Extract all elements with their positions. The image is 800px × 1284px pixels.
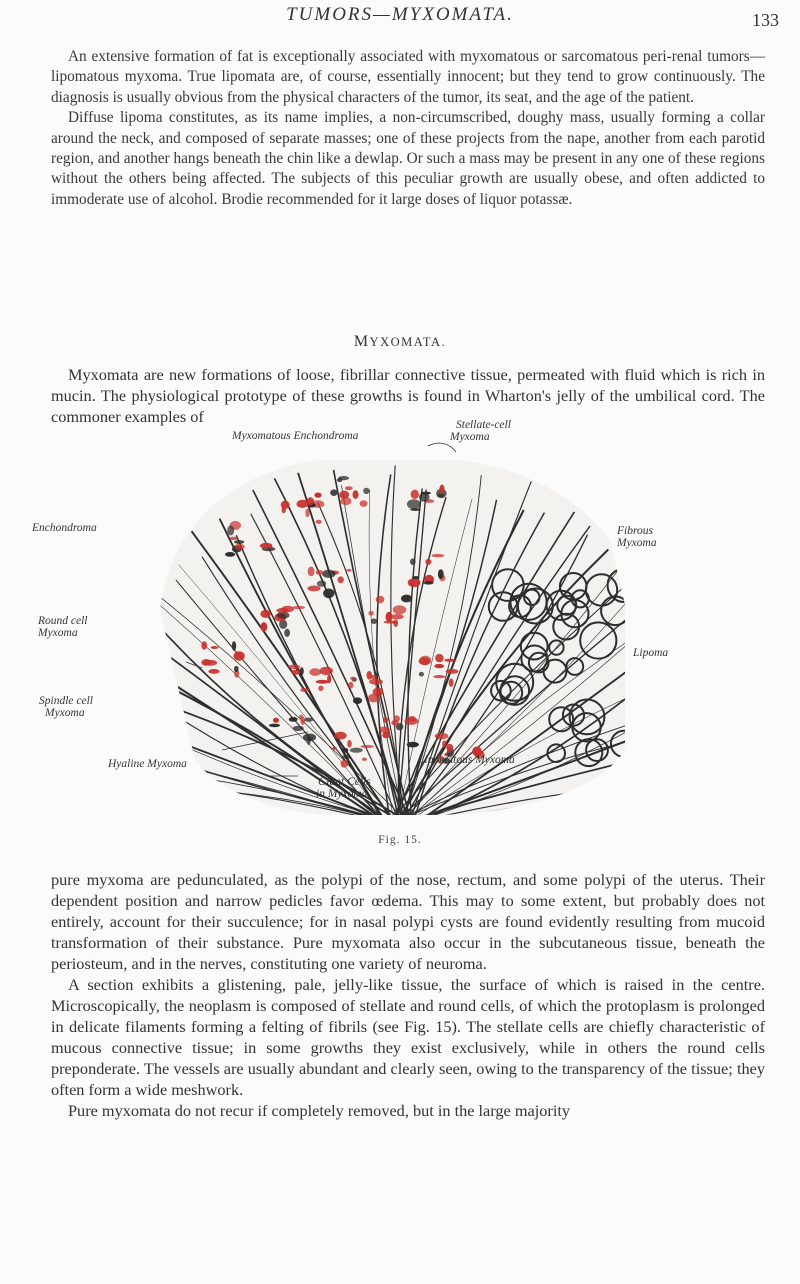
cell-nucleus xyxy=(234,666,239,672)
cell-nucleus xyxy=(330,489,337,496)
cell-nucleus xyxy=(419,672,424,677)
cell-nucleus xyxy=(347,740,352,748)
cell-nucleus xyxy=(404,717,418,725)
cell-nucleus xyxy=(322,570,336,578)
figure-15 xyxy=(32,419,700,830)
cell-nucleus xyxy=(320,667,333,675)
cell-nucleus xyxy=(269,724,280,728)
cell-nucleus xyxy=(391,614,404,619)
fibril-strand xyxy=(388,816,700,830)
cell-nucleus xyxy=(368,611,373,616)
label-hyaline-myxoma: Hyaline Myxoma xyxy=(108,758,187,770)
cell-nucleus xyxy=(411,490,419,499)
cell-nucleus xyxy=(446,744,453,751)
tissue-section xyxy=(100,430,700,830)
cell-nucleus xyxy=(211,646,219,649)
fibril-strand xyxy=(398,825,700,830)
cell-nucleus xyxy=(410,558,416,565)
cell-nucleus xyxy=(201,641,207,649)
cell-nucleus xyxy=(346,569,351,572)
cell-nucleus xyxy=(444,659,455,662)
section-heading xyxy=(0,333,800,351)
cell-nucleus xyxy=(434,664,444,668)
cell-nucleus xyxy=(353,490,359,499)
fibril-strand xyxy=(100,818,398,830)
cell-nucleus xyxy=(382,732,390,739)
cell-nucleus xyxy=(446,669,459,674)
cell-nucleus xyxy=(340,497,351,505)
cell-nucleus xyxy=(343,755,351,760)
cell-nucleus xyxy=(391,720,398,726)
label-fibrous: Fibrous xyxy=(617,525,653,537)
cell-nucleus xyxy=(401,595,412,603)
cell-nucleus xyxy=(261,622,268,632)
fibril-strand xyxy=(408,825,700,830)
cell-nucleus xyxy=(435,654,444,662)
figure-caption: Fig. 15. xyxy=(378,834,422,846)
cell-nucleus xyxy=(350,748,363,753)
paragraph-lipomatous-myxoma: An extensive formation of fat is exceptionally associated with myxomatous or sarcomatous peri-renal tumors—lipomatous myxoma. True lipomata are, of course, essentially innocent; but they tend to grow continuously. The diagnosis is usually obvious from the physical characters of the tumor, its seat, and the age of the patient. xyxy=(51,48,765,106)
cell-nucleus xyxy=(370,675,377,679)
cell-nucleus xyxy=(234,544,244,550)
fibril-strand xyxy=(385,821,700,830)
cell-nucleus xyxy=(360,500,368,507)
label-spindle-cell: Spindle cell xyxy=(39,695,93,707)
section-heading-rest: YXOMATA. xyxy=(369,335,447,349)
cell-nucleus xyxy=(299,715,303,720)
cell-nucleus xyxy=(307,586,320,592)
cell-nucleus xyxy=(304,718,314,722)
cell-nucleus xyxy=(419,656,431,666)
cell-nucleus xyxy=(327,674,331,683)
cell-nucleus xyxy=(277,608,289,613)
cell-nucleus xyxy=(438,569,444,579)
cell-nucleus xyxy=(317,580,326,586)
cell-nucleus xyxy=(433,675,445,678)
cell-nucleus xyxy=(316,570,324,575)
cell-nucleus xyxy=(323,589,334,599)
cell-nucleus xyxy=(410,508,421,511)
cell-nucleus xyxy=(348,682,353,689)
cell-nucleus xyxy=(412,576,419,579)
cell-nucleus xyxy=(437,494,444,498)
middle-text-block xyxy=(51,364,765,427)
bottom-text-block xyxy=(51,869,765,1121)
label-stellate-cell: Stellate-cell xyxy=(456,419,511,431)
cell-nucleus xyxy=(369,679,383,685)
fibril-strand xyxy=(100,825,405,830)
cell-nucleus xyxy=(318,686,323,692)
fibril-strand xyxy=(100,825,394,830)
label-giant-cells-myxoma: in Myxoma xyxy=(316,788,368,800)
label-spindle-cell-myxoma: Myxoma xyxy=(45,707,85,719)
paragraph-myxomata-definition: Myxomata are new formations of loose, fibrillar connective tissue, permeated with fluid which is rich in mucin. The physiological prototype of these growths is found in Wharton's jelly of the umbilical cord. The commoner examples of xyxy=(51,365,765,426)
cell-nucleus xyxy=(225,552,235,557)
cell-nucleus xyxy=(309,668,321,676)
fibril-strand xyxy=(100,825,413,830)
cell-nucleus xyxy=(361,745,374,748)
cell-nucleus xyxy=(288,665,300,670)
cell-nucleus xyxy=(407,742,419,748)
section-heading-initial: M xyxy=(353,333,370,350)
cell-nucleus xyxy=(408,578,421,587)
label-lipoma: Lipoma xyxy=(633,647,669,659)
cell-nucleus xyxy=(345,486,353,490)
cell-nucleus xyxy=(208,669,219,674)
cell-nucleus xyxy=(383,717,388,723)
label-fibrous-myxoma: Myxoma xyxy=(617,537,657,549)
cell-nucleus xyxy=(334,732,346,740)
cell-nucleus xyxy=(435,733,449,740)
cell-nucleus xyxy=(300,688,309,692)
cell-nucleus xyxy=(234,651,245,660)
cell-nucleus xyxy=(284,629,290,637)
cell-nucleus xyxy=(273,718,279,723)
cell-nucleus xyxy=(297,500,309,508)
cell-nucleus xyxy=(442,740,447,747)
page-number: 133 xyxy=(752,10,779,30)
cell-nucleus xyxy=(232,641,236,651)
label-round-cell: Round cell xyxy=(38,615,88,627)
cell-nucleus xyxy=(289,717,298,722)
cell-nucleus xyxy=(341,760,349,768)
cell-nucleus xyxy=(439,485,444,494)
cell-nucleus xyxy=(260,610,270,618)
cell-nucleus xyxy=(419,493,430,502)
cell-nucleus xyxy=(393,620,398,627)
cell-nucleus xyxy=(234,540,244,544)
cell-nucleus xyxy=(407,499,421,509)
paragraph-pure-myxoma: pure myxoma are pedunculated, as the polypi of the nose, rectum, and some polypi of the uterus. Their dependent position and narrow pedicles favor œdema. This may to some extent, but probably does not entirely, account for their succulence; for in nasal polypi cysts are found evidently resulting from mucoid transformation of their substance. Pure myxomata also occur in the subcutaneous tissue, beneath the periosteum, and in the nerves, constituting one variety of neuroma. xyxy=(51,870,765,973)
cell-nucleus xyxy=(342,748,349,753)
label-lipomatous-myxoma: Lipomatous Myxoma xyxy=(418,754,515,766)
cell-nucleus xyxy=(260,543,273,549)
running-title: TUMORS—MYXOMATA. xyxy=(286,4,514,25)
cell-nucleus xyxy=(362,758,367,761)
cell-nucleus xyxy=(423,581,434,585)
cell-nucleus xyxy=(308,567,315,577)
label-enchondroma: Enchondroma xyxy=(32,522,97,534)
cell-nucleus xyxy=(227,526,234,536)
cell-nucleus xyxy=(307,736,311,745)
cell-nucleus xyxy=(379,726,390,733)
label-round-cell-myxoma: Myxoma xyxy=(38,627,78,639)
cell-nucleus xyxy=(201,659,210,666)
cell-nucleus xyxy=(373,688,384,696)
cell-nucleus xyxy=(371,619,377,624)
top-text-block xyxy=(51,47,765,210)
cell-nucleus xyxy=(230,537,238,541)
cell-nucleus xyxy=(316,520,322,524)
paragraph-section-description: A section exhibits a glistening, pale, jelly-like tissue, the surface of which is raised in the centre. Microscopically, the neoplasm is composed of stellate and round cells, of which the protoplasm is prolonged in delicate filaments forming a felting of fibrils (see Fig. 15). The stellate cells are chiefly characteristic of mucous connective tissue; in some growths they exist exclusively, while in others the round cells preponderate. The vessels are usually abundant and clearly seen, owing to the transparency of the tissue; they often form a wide meshwork. xyxy=(51,975,765,1099)
fibril-strand xyxy=(100,825,398,830)
cell-nucleus xyxy=(350,677,356,680)
cell-nucleus xyxy=(338,576,344,583)
label-myxomatous-enchondroma: Myxomatous Enchondroma xyxy=(232,430,359,442)
cell-nucleus xyxy=(314,493,321,498)
cell-nucleus xyxy=(393,605,407,614)
cell-nucleus xyxy=(293,606,305,609)
cell-nucleus xyxy=(281,501,290,509)
cell-nucleus xyxy=(353,697,362,704)
cell-nucleus xyxy=(305,509,309,518)
cell-nucleus xyxy=(425,559,431,565)
cell-nucleus xyxy=(338,476,349,480)
cell-nucleus xyxy=(449,678,454,687)
label-stellate-cell-myxoma: Myxoma xyxy=(450,431,490,443)
myxoma-illustration xyxy=(100,430,700,830)
cell-nucleus xyxy=(333,747,337,750)
cell-nucleus xyxy=(376,596,385,604)
cell-nucleus xyxy=(363,488,369,494)
cell-nucleus xyxy=(300,667,304,675)
paragraph-diffuse-lipoma: Diffuse lipoma constitutes, as its name implies, a non-circumscribed, doughy mass, usually forming a collar around the neck, and composed of separate masses; one of these projects from the nape, another from each parotid region, and another hangs beneath the chin like a dewlap. Or such a mass may be present in any one of these regions without the others being affected. The subjects of this peculiar growth are usually obese, and often addicted to immoderate use of alcohol. Brodie recommended for it large doses of liquor potassæ. xyxy=(51,109,765,208)
cell-nucleus xyxy=(432,554,445,557)
paragraph-recurrence: Pure myxomata do not recur if completely removed, but in the large majority xyxy=(68,1101,571,1120)
cell-nucleus xyxy=(293,726,304,731)
label-giant-cells: Giant Cells xyxy=(318,776,371,788)
cell-nucleus xyxy=(291,670,300,675)
cell-nucleus xyxy=(316,680,330,684)
